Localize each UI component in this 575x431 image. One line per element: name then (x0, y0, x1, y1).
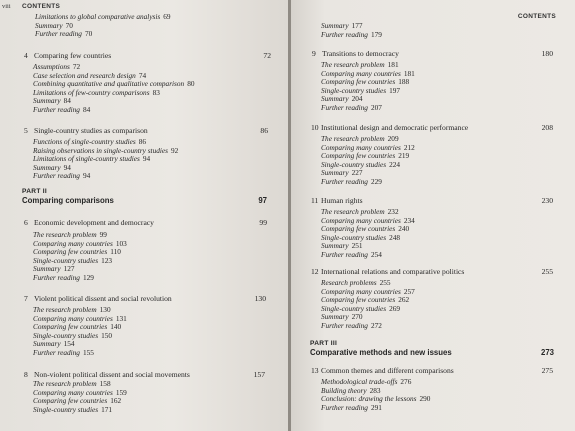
subentry-title: Limitations of few-country comparisons (33, 87, 150, 97)
part-label: PART II (22, 188, 48, 195)
subentry-page: 83 (152, 87, 160, 97)
subentry-page: 84 (82, 104, 91, 114)
chapter-heading (24, 51, 111, 60)
chapter-page: 275 (541, 366, 553, 375)
subentry-title: Comparing few countries (321, 151, 396, 161)
subentry-title: Summary (321, 241, 349, 251)
subentry-title: Summary (321, 168, 349, 178)
chapter-heading (24, 294, 172, 303)
chapter-title: Non-violent political dissent and social movements (34, 370, 190, 379)
subentry-title: Further reading (35, 29, 82, 39)
chapter-heading (312, 49, 399, 58)
subentry-title: Single-country studies (33, 330, 99, 340)
subentry-page: 94 (63, 162, 71, 172)
running-head: CONTENTS (517, 13, 556, 20)
subentry-page: 227 (351, 168, 363, 178)
subentry-page: 179 (370, 29, 382, 39)
subentry-title: Further reading (33, 347, 80, 357)
chapter-heading (311, 123, 468, 132)
chapter-number: 10 (311, 123, 319, 132)
chapter-number: 6 (24, 218, 28, 227)
subentry-title: Comparing few countries (321, 224, 396, 234)
subentry-title: Methodological trade-offs (321, 377, 398, 386)
subentry-page: 127 (63, 264, 75, 274)
subentry-list (321, 208, 415, 260)
chapter-page: 157 (253, 370, 265, 379)
subentry-title: Summary (33, 339, 61, 349)
subentry-page: 123 (101, 255, 113, 265)
subentry-title: Further reading (321, 29, 368, 39)
subentry-page: 181 (387, 60, 399, 69)
subentry-row (321, 251, 415, 260)
subentry-title: Single-country studies (33, 404, 99, 414)
chapter-page: 230 (541, 196, 553, 205)
subentry-row (33, 406, 127, 415)
subentry-page: 84 (63, 96, 71, 106)
chapter-page: 99 (259, 218, 267, 227)
subentry-page: 99 (99, 230, 107, 239)
subentry-title: Building theory (321, 385, 367, 395)
subentry-page: 291 (370, 402, 382, 412)
subentry-title: Comparing few countries (321, 77, 396, 87)
subentry-page: 155 (82, 347, 94, 357)
subentry-page: 103 (115, 238, 127, 248)
subentry-page: 234 (403, 215, 415, 225)
subentry-title: Further reading (321, 320, 368, 330)
chapter-title: Comparing few countries (34, 51, 112, 60)
running-head: CONTENTS (22, 3, 61, 10)
subentry-title: Comparing many countries (321, 215, 401, 225)
subentry-title: Further reading (321, 249, 368, 259)
chapter-page: 86 (260, 126, 268, 135)
chapter-number: 5 (24, 126, 28, 135)
subentry-title: The research problem (33, 305, 97, 314)
part-label: PART III (310, 340, 338, 347)
subentry-page: 74 (138, 70, 147, 80)
chapter-number: 8 (24, 370, 28, 379)
subentry-page: 110 (110, 247, 121, 257)
subentry-title: Raising observations in single-country studies (33, 145, 168, 155)
chapter-page: 208 (541, 123, 553, 132)
subentry-title: Further reading (321, 402, 368, 412)
subentry-page: 251 (351, 241, 363, 251)
subentry-page: 269 (389, 303, 401, 313)
subentry-title: Single-country studies (33, 255, 99, 265)
subentry-page: 248 (389, 232, 401, 242)
subentry-title: Comparing many countries (33, 387, 113, 397)
subentry-title: Comparing few countries (33, 247, 108, 257)
subentry-page: 262 (398, 295, 410, 305)
subentry-page: 131 (115, 313, 127, 323)
subentry-row (321, 178, 415, 187)
subentry-list (35, 13, 171, 39)
chapter-number: 4 (24, 51, 28, 60)
subentry-row (33, 172, 178, 181)
part-page: 273 (540, 348, 554, 357)
subentry-page: 162 (110, 396, 122, 406)
chapter-number: 13 (311, 366, 319, 375)
subentry-row (33, 274, 127, 283)
subentry-row (33, 349, 127, 358)
part-page: 97 (258, 196, 267, 205)
subentry-page: 158 (99, 379, 111, 388)
subentry-title: Single-country studies (321, 85, 387, 95)
subentry-page: 72 (72, 62, 81, 71)
subentry-title: Comparing few countries (321, 295, 396, 305)
subentry-title: Research problems (321, 278, 377, 287)
subentry-list (33, 63, 195, 115)
chapter-heading (311, 267, 464, 276)
chapter-heading (311, 196, 363, 205)
subentry-title: Conclusion: drawing the lessons (321, 394, 417, 404)
subentry-row (321, 104, 415, 113)
chapter-heading (24, 218, 154, 227)
subentry-list (321, 61, 415, 113)
chapter-heading (24, 370, 190, 379)
subentry-title: Comparing many countries (321, 68, 401, 78)
subentry-title: Comparing many countries (321, 142, 401, 152)
subentry-title: Assumptions (33, 62, 70, 71)
subentry-page: 94 (142, 154, 151, 164)
subentry-page: 232 (387, 207, 399, 216)
chapter-number: 12 (311, 267, 319, 276)
subentry-title: Combining quantitative and qualitative comparison (33, 79, 185, 89)
subentry-title: Further reading (33, 104, 80, 114)
subentry-title: Summary (321, 312, 349, 322)
subentry-page: 80 (187, 79, 195, 89)
subentry-page: 70 (84, 29, 93, 39)
subentry-title: Comparing many countries (33, 238, 113, 248)
chapter-number: 11 (311, 196, 319, 205)
chapter-title: Human rights (321, 196, 363, 205)
subentry-page: 224 (389, 159, 401, 169)
chapter-title: International relations and comparative politics (321, 267, 465, 276)
subentry-title: Single-country studies (321, 232, 387, 242)
chapter-page: 130 (254, 294, 266, 303)
subentry-page: 209 (387, 134, 399, 143)
subentry-page: 204 (351, 94, 363, 104)
subentry-title: Summary (33, 264, 61, 274)
chapter-page: 72 (263, 51, 271, 60)
subentry-title: Single-country studies (321, 159, 387, 169)
subentry-page: 254 (370, 249, 382, 259)
subentry-page: 171 (101, 404, 113, 414)
subentry-list (321, 279, 415, 331)
subentry-title: Single-country studies (321, 303, 387, 313)
subentry-page: 130 (99, 305, 111, 314)
subentry-title: The research problem (33, 379, 97, 388)
subentry-page: 276 (400, 377, 412, 386)
subentry-page: 70 (65, 20, 73, 30)
subentry-page: 94 (82, 171, 91, 181)
subentry-title: The research problem (321, 134, 385, 143)
subentry-title: Limitations of single-country studies (33, 154, 140, 164)
subentry-list (33, 231, 127, 283)
subentry-title: Summary (33, 162, 61, 172)
subentry-list (321, 378, 430, 412)
subentry-page: 159 (115, 387, 127, 397)
subentry-page: 229 (370, 176, 382, 186)
subentry-title: Summary (321, 21, 349, 30)
chapter-page: 255 (541, 267, 553, 276)
chapter-heading (311, 366, 454, 375)
subentry-page: 92 (170, 145, 179, 155)
subentry-title: Comparing few countries (33, 322, 108, 332)
chapter-page: 180 (541, 49, 553, 58)
subentry-row (321, 322, 415, 331)
subentry-page: 283 (369, 385, 381, 395)
subentry-page: 197 (389, 85, 401, 95)
subentry-page: 219 (398, 151, 410, 161)
subentry-page: 181 (403, 68, 415, 78)
part-title: Comparative methods and new issues (310, 348, 452, 357)
subentry-title: The research problem (321, 60, 385, 69)
subentry-title: Further reading (321, 102, 368, 112)
subentry-list (33, 306, 127, 358)
subentry-list (321, 22, 382, 39)
chapter-title: Economic development and democracy (34, 218, 154, 227)
subentry-page: 150 (101, 330, 113, 340)
chapter-title: Transitions to democracy (322, 49, 399, 58)
subentry-page: 154 (63, 339, 75, 349)
subentry-page: 129 (82, 272, 94, 282)
subentry-title: The research problem (321, 207, 385, 216)
subentry-page: 257 (403, 286, 415, 296)
subentry-title: Comparing few countries (33, 396, 108, 406)
subentry-title: Limitations to global comparative analysis (35, 12, 161, 21)
subentry-title: Case selection and research design (33, 70, 136, 80)
subentry-page: 272 (370, 320, 382, 330)
subentry-row (33, 106, 195, 115)
chapter-title: Single-country studies as comparison (34, 126, 148, 135)
subentry-page: 240 (398, 224, 410, 234)
subentry-title: The research problem (33, 230, 97, 239)
right-page (291, 0, 575, 431)
subentry-list (321, 135, 415, 187)
chapter-title: Common themes and different comparisons (321, 366, 454, 375)
subentry-page: 69 (163, 12, 171, 21)
page-folio: viii (2, 3, 11, 10)
subentry-title: Further reading (33, 272, 80, 282)
subentry-title: Further reading (33, 171, 80, 181)
subentry-page: 140 (110, 322, 122, 332)
subentry-page: 86 (138, 137, 147, 146)
subentry-title: Comparing many countries (321, 286, 401, 296)
subentry-row (321, 31, 382, 40)
subentry-page: 212 (403, 142, 415, 152)
subentry-page: 255 (379, 278, 391, 287)
chapter-title: Institutional design and democratic performance (321, 123, 469, 132)
subentry-title: Summary (33, 96, 61, 106)
subentry-title: Functions of single-country studies (33, 137, 136, 146)
subentry-title: Summary (321, 94, 349, 104)
subentry-list (33, 380, 127, 414)
chapter-heading (24, 126, 148, 135)
subentry-title: Further reading (321, 176, 368, 186)
subentry-row (321, 404, 430, 413)
subentry-page: 177 (351, 21, 363, 30)
subentry-page: 188 (398, 77, 410, 87)
chapter-number: 7 (24, 294, 28, 303)
subentry-page: 207 (370, 102, 382, 112)
part-title: Comparing comparisons (22, 196, 114, 205)
subentry-page: 290 (419, 394, 431, 404)
chapter-number: 9 (312, 49, 316, 58)
subentry-title: Summary (35, 20, 63, 30)
subentry-page: 270 (351, 312, 363, 322)
subentry-list (33, 138, 178, 181)
subentry-title: Comparing many countries (33, 313, 113, 323)
subentry-row (35, 30, 171, 39)
chapter-title: Violent political dissent and social revolution (34, 294, 172, 303)
